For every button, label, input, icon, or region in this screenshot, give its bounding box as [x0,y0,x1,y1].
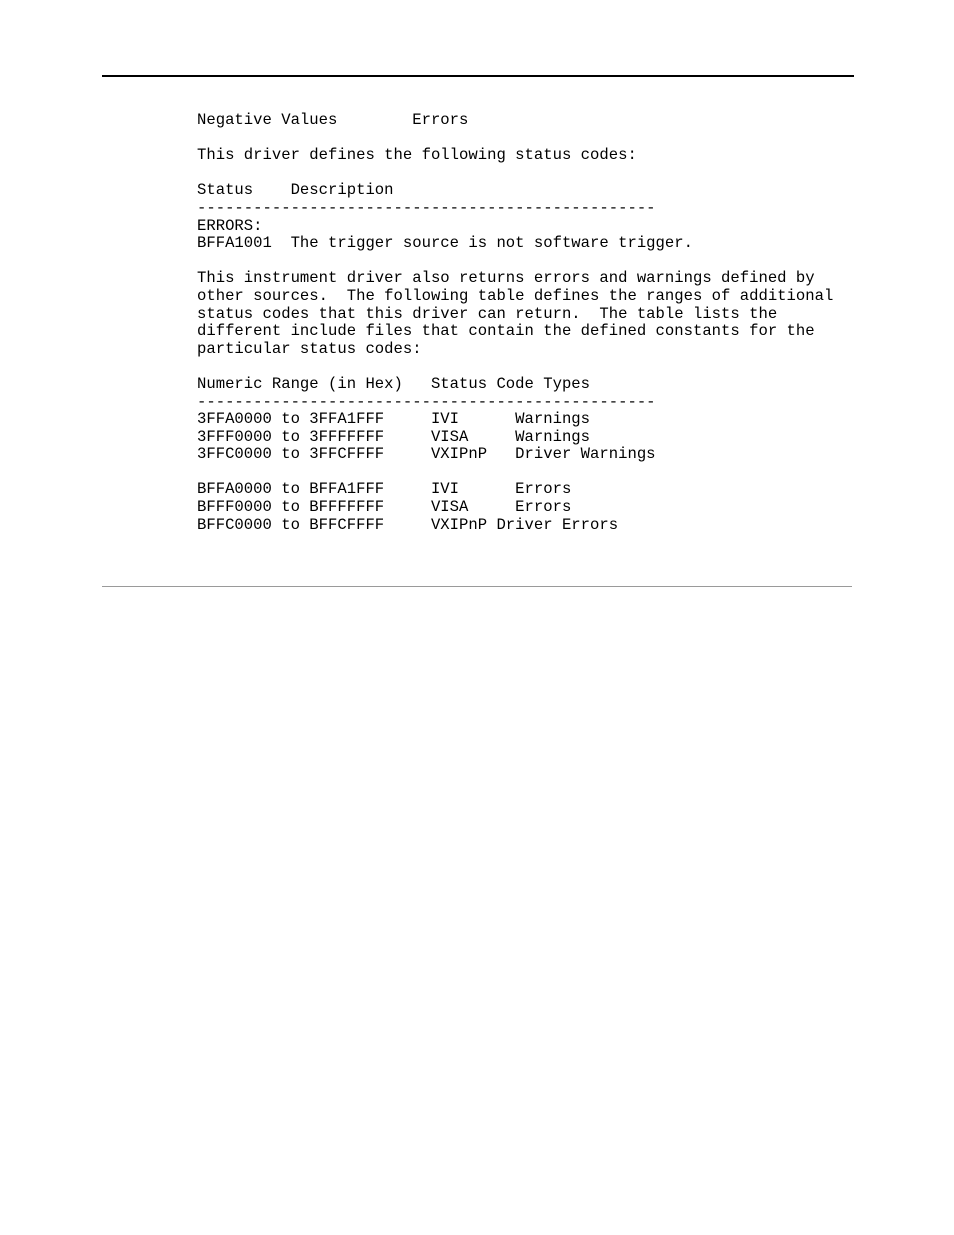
range-table-divider: ------------------------------------------------- [197,392,656,411]
range-table-row: BFFF0000 to BFFFFFFF VISA Errors [197,498,572,517]
range-table-row: 3FFA0000 to 3FFA1FFF IVI Warnings [197,410,591,429]
range-table-row: 3FFF0000 to 3FFFFFFF VISA Warnings [197,427,591,446]
status-code-row: BFFA1001 The trigger source is not software trigger. [197,234,693,253]
section-end-rule [102,586,852,587]
blank-line [197,165,854,183]
header-rule [102,75,854,77]
paragraph-line: particular status codes: [197,339,422,358]
errors-label: ERRORS: [197,216,263,235]
range-table-row: 3FFC0000 to 3FFCFFFF VXIPnP Driver Warnings [197,445,656,464]
document-body [197,112,854,534]
paragraph-line: other sources. The following table defines the ranges of additional [197,286,834,305]
paragraph-line: This instrument driver also returns errors and warnings defined by [197,269,815,288]
status-intro-text: This driver defines the following status codes: [197,146,637,165]
blank-line [197,130,854,148]
blank-line [197,253,854,271]
range-table-row: BFFA0000 to BFFA1FFF IVI Errors [197,480,572,499]
return-value-line: Negative Values Errors [197,111,469,129]
paragraph-line: different include files that contain the defined constants for the [197,322,815,341]
range-table-row: BFFC0000 to BFFCFFFF VXIPnP Driver Errors [197,515,619,534]
blank-line [197,358,854,376]
range-table-header: Numeric Range (in Hex) Status Code Types [197,374,591,393]
blank-line [197,464,854,482]
status-table-divider: ------------------------------------------------- [197,198,656,217]
status-table-header: Status Description [197,181,394,200]
paragraph-line: status codes that this driver can return. The table lists the [197,304,778,323]
